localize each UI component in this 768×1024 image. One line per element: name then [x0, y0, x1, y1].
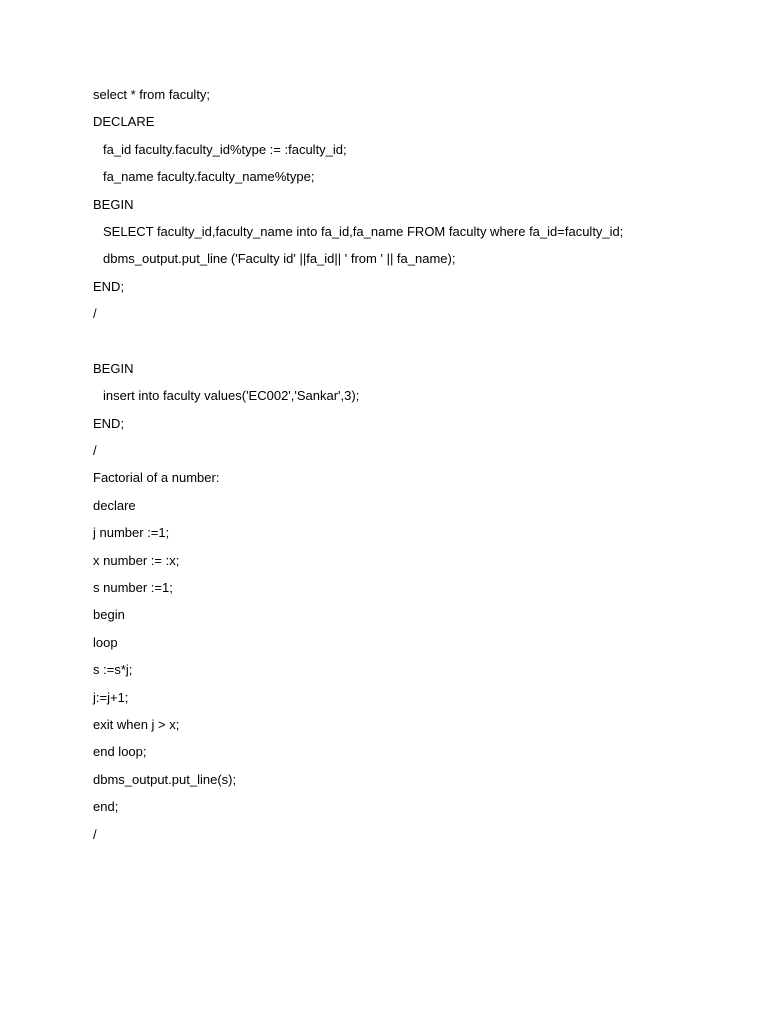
- blank-line: [93, 333, 733, 360]
- text-line: begin: [93, 607, 125, 623]
- text-line: fa_name faculty.faculty_name%type;: [103, 169, 315, 185]
- text-line: s :=s*j;: [93, 662, 133, 678]
- text-line: BEGIN: [93, 360, 134, 376]
- text-line: DECLARE: [93, 114, 155, 130]
- text-line: /: [93, 443, 97, 459]
- text-line: end loop;: [93, 744, 147, 760]
- text-line: s number :=1;: [93, 580, 173, 596]
- text-line: declare: [93, 497, 136, 513]
- text-line: end;: [93, 799, 119, 815]
- text-line: j number :=1;: [93, 525, 170, 541]
- document-body: [93, 86, 733, 853]
- text-line: fa_id faculty.faculty_id%type := :faculty_id;: [103, 141, 347, 157]
- text-line: SELECT faculty_id,faculty_name into fa_id,fa_name FROM faculty where fa_id=faculty_id;: [103, 223, 624, 239]
- text-line: exit when j > x;: [93, 716, 180, 732]
- text-line: BEGIN: [93, 196, 134, 212]
- text-line: Factorial of a number:: [93, 470, 220, 486]
- text-line: dbms_output.put_line ('Faculty id' ||fa_id|| ' from ' || fa_name);: [103, 251, 456, 267]
- text-line: x number := :x;: [93, 552, 180, 568]
- text-line: loop: [93, 634, 118, 650]
- text-line: END;: [93, 415, 125, 431]
- text-line: /: [93, 826, 97, 842]
- text-line: select * from faculty;: [93, 87, 211, 102]
- text-line: dbms_output.put_line(s);: [93, 771, 237, 787]
- text-line: END;: [93, 278, 125, 294]
- text-line: j:=j+1;: [93, 689, 129, 705]
- text-line: insert into faculty values('EC002','Sankar',3);: [103, 388, 360, 404]
- text-line: /: [93, 306, 97, 322]
